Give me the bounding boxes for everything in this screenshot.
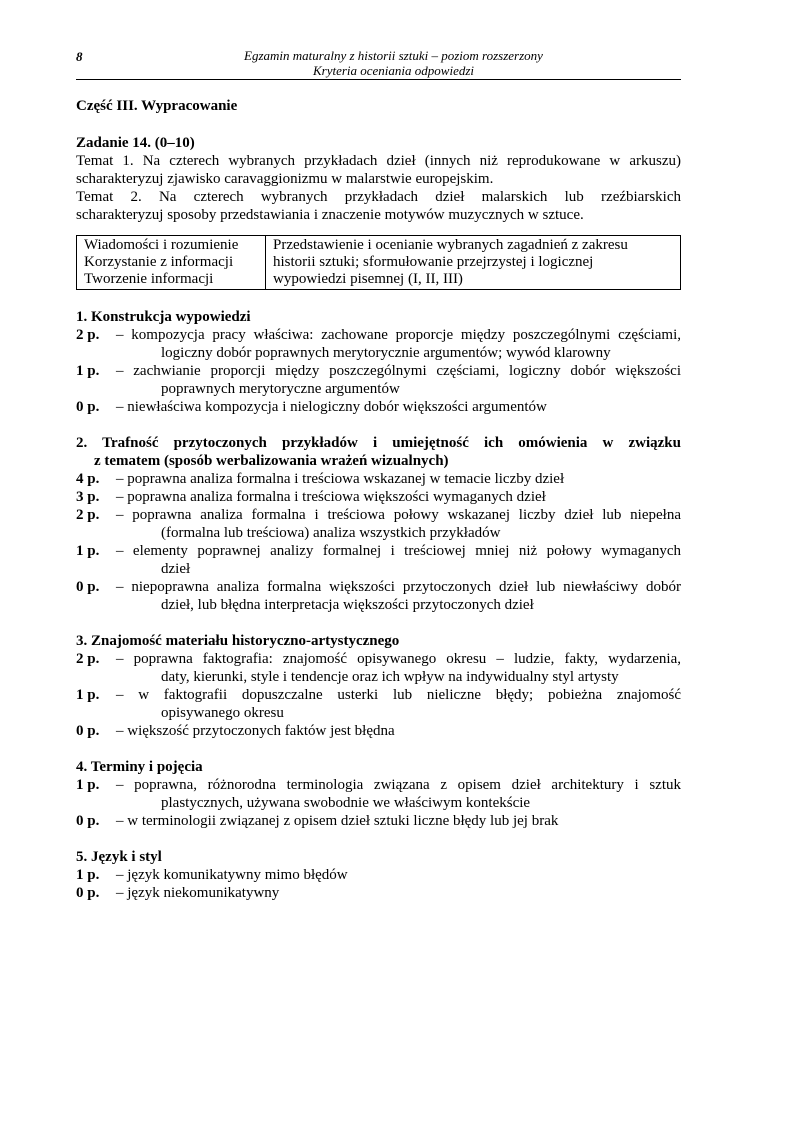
topic-2-line-1: Temat 2. Na czterech wybranych przykładach dzieł malarskich lub rzeźbiarskich <box>76 189 681 205</box>
criterion-line: – zachwianie proporcji między poszczególnymi częściami, logiczny dobór większości <box>116 363 681 379</box>
criterion-line: – poprawna faktografia: znajomość opisywanego okresu – ludzie, fakty, wydarzenia, <box>116 651 681 667</box>
requirements-description-cell <box>266 236 681 290</box>
criterion-points: 2 p. <box>76 507 100 523</box>
description-line: historii sztuki; sformułowanie przejrzystej i logicznej <box>273 254 594 270</box>
header-line-2: Kryteria oceniania odpowiedzi <box>312 63 475 78</box>
criterion-line: dzieł, lub błędna interpretacja większości przytoczonych dzieł <box>161 597 534 613</box>
requirements-skills-cell <box>77 236 266 290</box>
criterion-line: – język komunikatywny mimo błędów <box>116 867 348 883</box>
criterion-points: 1 p. <box>76 867 100 883</box>
topic-1 <box>76 152 681 188</box>
section-terminology <box>76 758 681 830</box>
criterion-line: – poprawna analiza formalna i treściowa wskazanej w temacie liczby dzieł <box>116 471 565 487</box>
section-title-line-2: z tematem (sposób werbalizowania wrażeń wizualnych) <box>94 453 449 469</box>
criterion-points: 0 p. <box>76 885 100 901</box>
criterion <box>76 488 681 506</box>
section-composition <box>76 308 681 416</box>
requirements-table <box>76 235 681 290</box>
criterion <box>76 884 681 902</box>
criterion-points: 2 p. <box>76 327 100 343</box>
description-line: wypowiedzi pisemnej (I, II, III) <box>273 271 463 287</box>
criterion-line: daty, kierunki, style i tendencje oraz ich wpływ na indywidualny styl artysty <box>161 669 619 685</box>
criterion-points: 1 p. <box>76 543 100 559</box>
criterion-line: poprawnych merytoryczne argumentów <box>161 381 400 397</box>
page-header <box>76 42 681 80</box>
page-number: 8 <box>76 49 83 64</box>
section-title: 4. Terminy i pojęcia <box>76 759 203 775</box>
criterion <box>76 326 681 362</box>
criterion-line: logiczny dobór poprawnych merytorycznie argumentów; wywód klarowny <box>161 345 611 361</box>
criterion <box>76 542 681 578</box>
criterion-points: 0 p. <box>76 813 100 829</box>
topic-1-line-2: scharakteryzuj zjawisko caravaggionizmu w malarstwie europejskim. <box>76 171 494 187</box>
section-title: 3. Znajomość materiału historyczno-artystycznego <box>76 633 400 649</box>
criterion-line: – język niekomunikatywny <box>116 885 280 901</box>
section-title: 5. Język i styl <box>76 849 162 865</box>
criterion <box>76 578 681 614</box>
criterion-points: 0 p. <box>76 579 100 595</box>
section-language <box>76 848 681 902</box>
criterion-line: dzieł <box>161 561 191 577</box>
topic-2 <box>76 188 681 224</box>
criterion-line: (formalna lub treściowa) analiza wszystkich przykładów <box>161 525 501 541</box>
criterion <box>76 686 681 722</box>
skill-item: Wiadomości i rozumienie <box>84 237 239 253</box>
section-title-line-1: 2. Trafność przytoczonych przykładów i umiejętność ich omówienia w związku <box>76 435 681 451</box>
criterion <box>76 470 681 488</box>
criterion-points: 1 p. <box>76 687 100 703</box>
criterion <box>76 398 681 416</box>
criterion-line: – poprawna analiza formalna i treściowa połowy wskazanej liczby dzieł lub niepełna <box>116 507 681 523</box>
criterion-line: – niepoprawna analiza formalna większości przytoczonych dzieł lub niewłaściwy dobór <box>116 579 681 595</box>
criterion-line: – większość przytoczonych faktów jest błędna <box>116 723 395 739</box>
section-title <box>76 434 681 470</box>
criterion-line: opisywanego okresu <box>161 705 284 721</box>
criterion-line: – w faktografii dopuszczalne usterki lub nieliczne błędy; pobieżna znajomość <box>116 687 681 703</box>
topic-2-line-2: scharakteryzuj sposoby przedstawiania i znaczenie motywów muzycznych w sztuce. <box>76 207 584 223</box>
header-line-1: Egzamin maturalny z historii sztuki – poziom rozszerzony <box>244 48 543 63</box>
part-title: Część III. Wypracowanie <box>76 98 238 114</box>
criterion <box>76 866 681 884</box>
section-examples <box>76 434 681 614</box>
criterion-line: – w terminologii związanej z opisem dzieł sztuki liczne błędy lub jej brak <box>116 813 559 829</box>
section-title: 1. Konstrukcja wypowiedzi <box>76 309 251 325</box>
criterion <box>76 812 681 830</box>
criterion <box>76 362 681 398</box>
criterion-line: – poprawna, różnorodna terminologia związana z opisem dzieł architektury i sztuk <box>116 777 681 793</box>
criterion-points: 1 p. <box>76 777 100 793</box>
description-line: Przedstawienie i ocenianie wybranych zagadnień z zakresu <box>273 237 628 253</box>
section-knowledge <box>76 632 681 740</box>
criterion-line: – elementy poprawnej analizy formalnej i treściowej mniej niż połowy wymaganych <box>116 543 681 559</box>
criterion <box>76 650 681 686</box>
table-row <box>77 236 681 290</box>
criterion-line: – poprawna analiza formalna i treściowa większości wymaganych dzieł <box>116 489 546 505</box>
page <box>76 42 681 902</box>
skill-item: Tworzenie informacji <box>84 271 214 287</box>
criterion-points: 4 p. <box>76 471 100 487</box>
criterion-points: 2 p. <box>76 651 100 667</box>
criterion-points: 0 p. <box>76 399 100 415</box>
task-title: Zadanie 14. (0–10) <box>76 135 195 151</box>
criterion-points: 0 p. <box>76 723 100 739</box>
topic-1-line-1: Temat 1. Na czterech wybranych przykładach dzieł (innych niż reprodukowane w arkuszu) <box>76 153 681 169</box>
criterion-points: 1 p. <box>76 363 100 379</box>
criterion <box>76 776 681 812</box>
skill-item: Korzystanie z informacji <box>84 254 234 270</box>
criterion-points: 3 p. <box>76 489 100 505</box>
header-title <box>76 48 681 78</box>
criterion-line: – kompozycja pracy właściwa: zachowane proporcje między poszczególnymi częściami, <box>116 327 681 343</box>
criterion-line: plastycznych, używana swobodnie we właściwym kontekście <box>161 795 531 811</box>
criterion <box>76 506 681 542</box>
criterion-line: – niewłaściwa kompozycja i nielogiczny dobór większości argumentów <box>116 399 547 415</box>
criterion <box>76 722 681 740</box>
